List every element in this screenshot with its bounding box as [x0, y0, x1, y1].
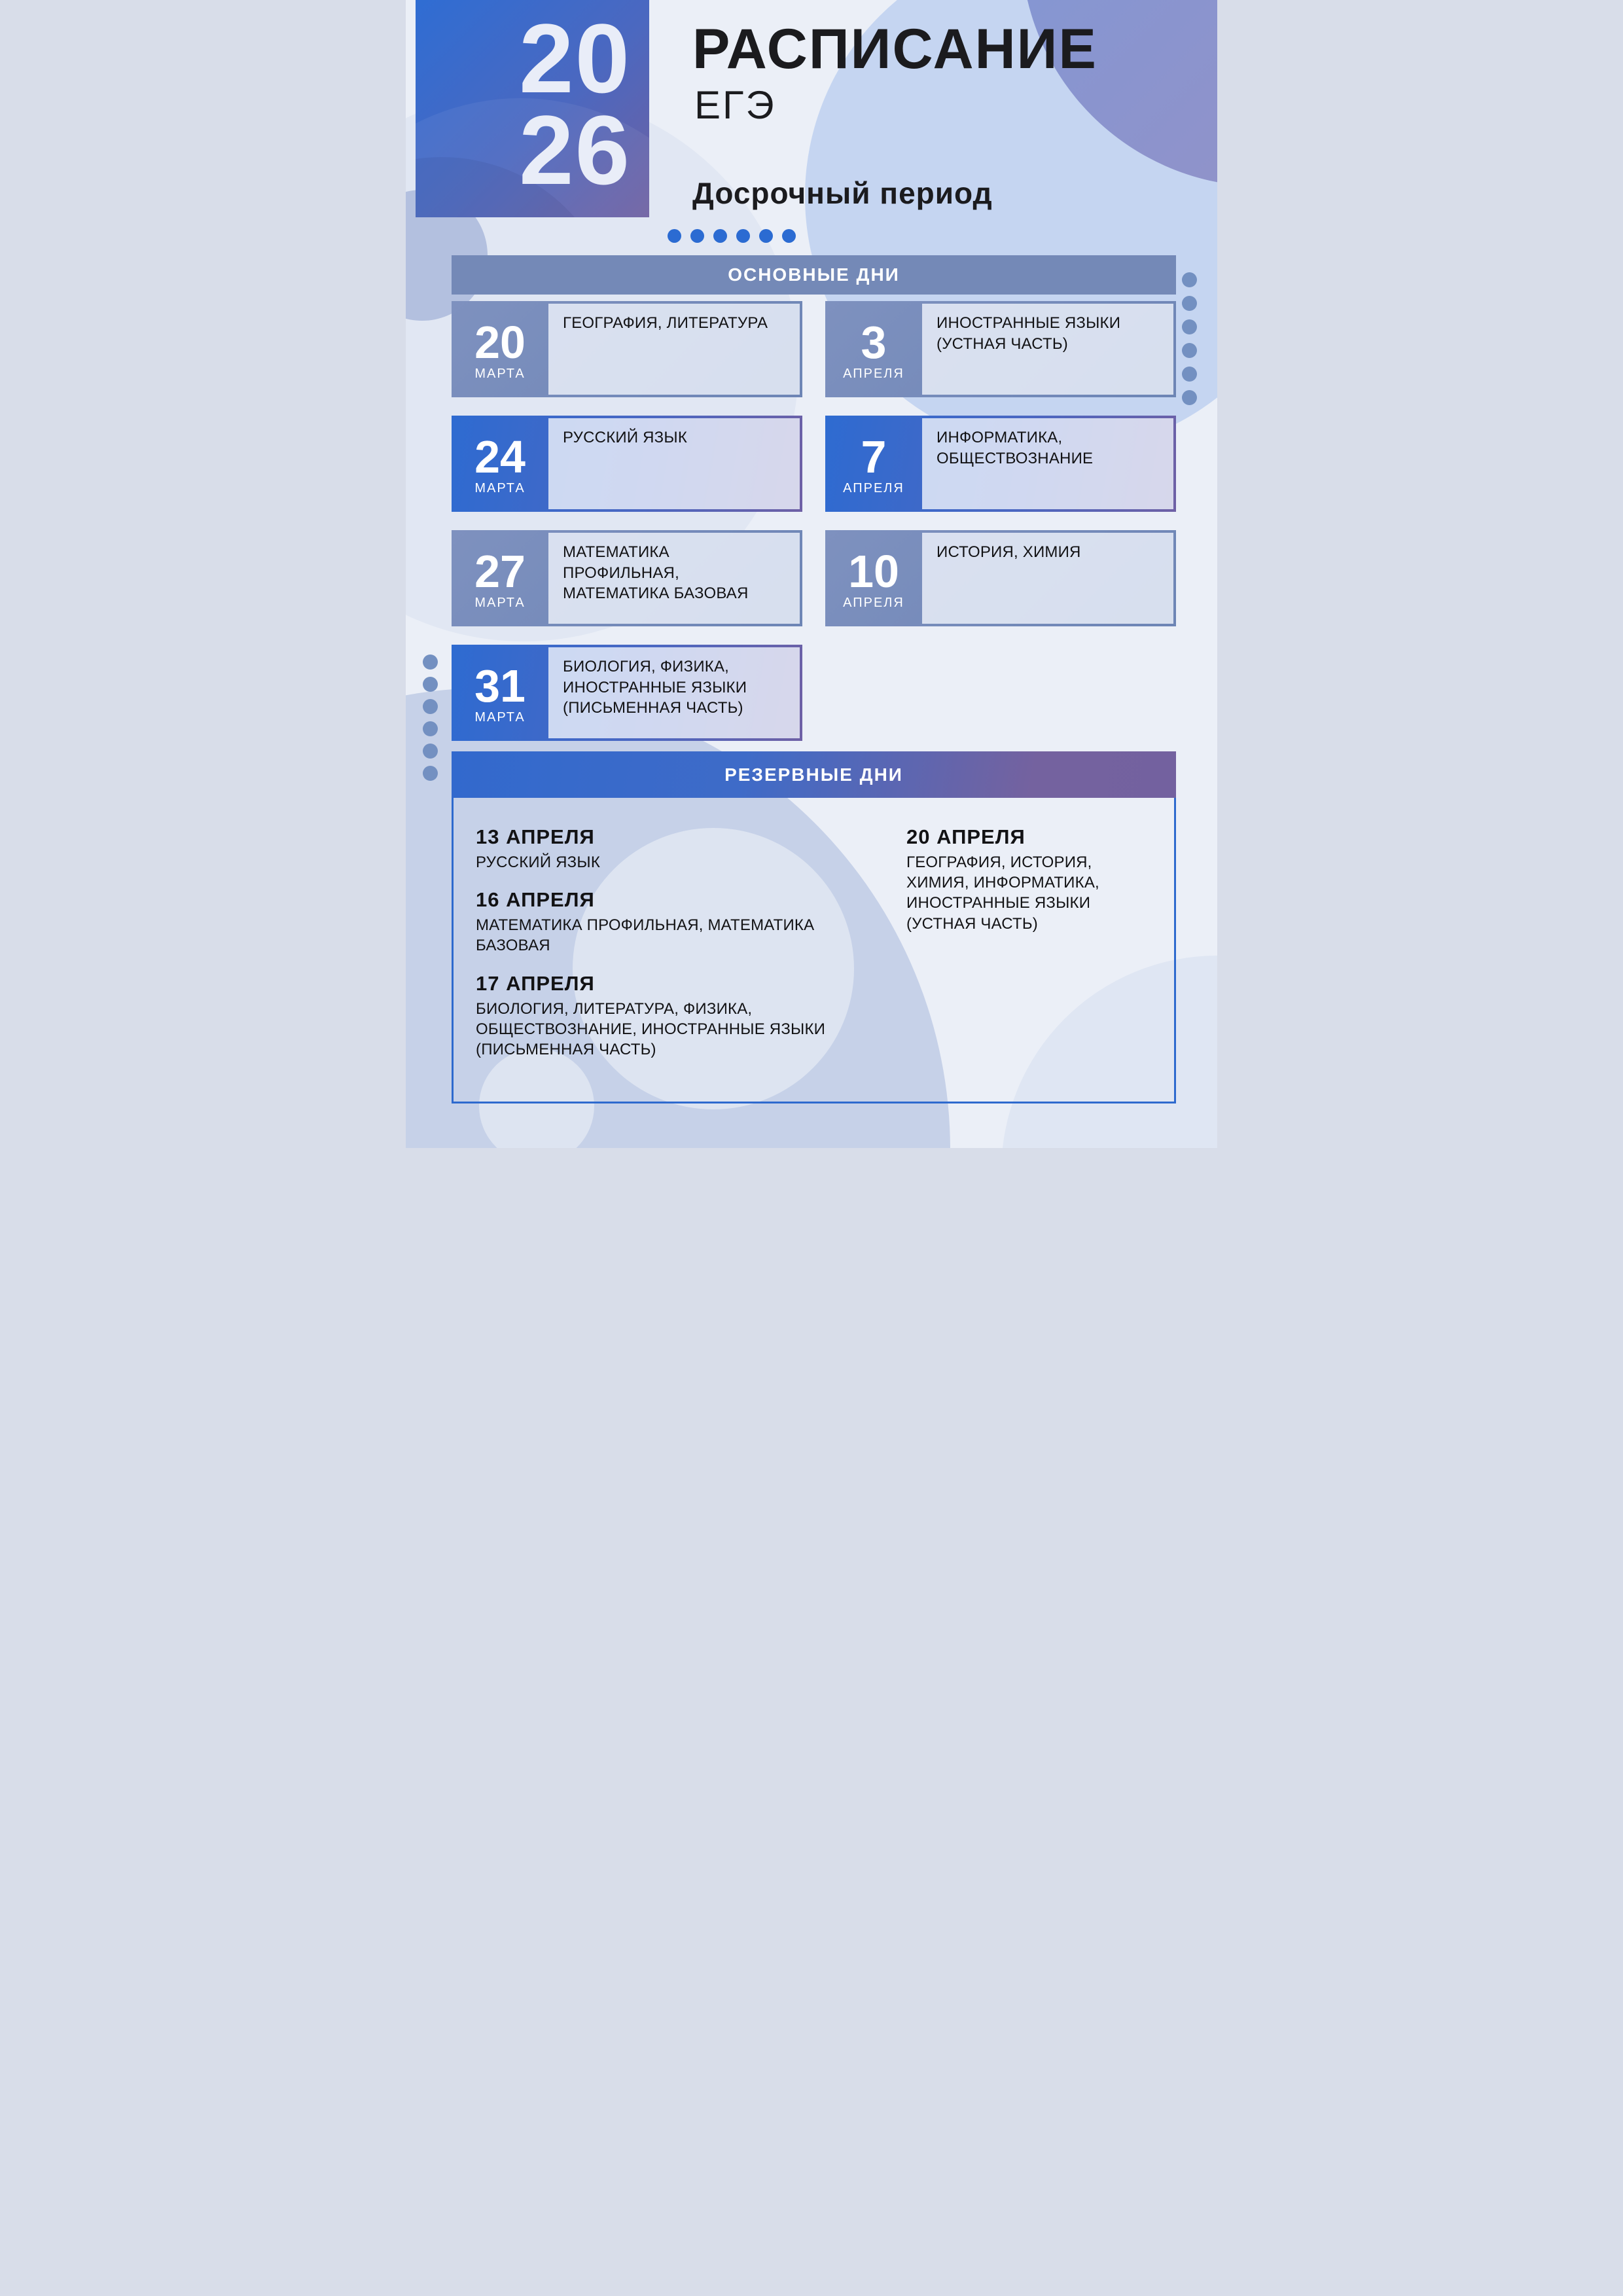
month-label: МАРТА: [474, 596, 526, 610]
reserve-entry: [476, 972, 842, 1060]
dot: [423, 655, 438, 670]
date-badge: [825, 301, 922, 397]
title-dots-row: [668, 229, 796, 243]
exam-card: [825, 416, 1176, 512]
reserve-days-panel: [452, 798, 1176, 1103]
reserve-days-section: [452, 751, 1176, 1103]
dot: [423, 766, 438, 781]
exam-card: [825, 530, 1176, 626]
dot: [713, 229, 727, 243]
day-number: 24: [474, 431, 526, 482]
page-title: РАСПИСАНИЕ: [692, 18, 1097, 81]
month-label: АПРЕЛЯ: [843, 596, 904, 610]
subjects-text: ИНФОРМАТИКА, ОБЩЕСТВОЗНАНИЕ: [922, 418, 1173, 509]
reserve-subjects: ГЕОГРАФИЯ, ИСТОРИЯ, ХИМИЯ, ИНФОРМАТИКА, ИНОСТРАННЫЕ ЯЗЫКИ (УСТНАЯ ЧАСТЬ): [906, 853, 1099, 933]
date-badge: [452, 301, 548, 397]
date-badge: [825, 530, 922, 626]
reserve-days-section-title: РЕЗЕРВНЫЕ ДНИ: [452, 751, 1176, 798]
day-number: 31: [474, 660, 526, 711]
dot: [1182, 367, 1197, 382]
day-number: 27: [474, 546, 526, 597]
day-number: 7: [861, 431, 887, 482]
dot: [782, 229, 796, 243]
month-label: АПРЕЛЯ: [843, 481, 904, 495]
subjects-text: ИСТОРИЯ, ХИМИЯ: [922, 533, 1173, 624]
month-label: МАРТА: [474, 710, 526, 725]
year-text: [416, 0, 649, 205]
exam-card: [452, 645, 802, 741]
reserve-subjects: РУССКИЙ ЯЗЫК: [476, 853, 600, 871]
year-badge: [416, 0, 649, 217]
subjects-text: ИНОСТРАННЫЕ ЯЗЫКИ (УСТНАЯ ЧАСТЬ): [922, 304, 1173, 395]
dot: [423, 699, 438, 714]
dot: [1182, 319, 1197, 334]
month-label: АПРЕЛЯ: [843, 367, 904, 381]
reserve-entry: [476, 888, 842, 956]
day-number: 20: [474, 317, 526, 368]
main-days-section-title: ОСНОВНЫЕ ДНИ: [452, 255, 1176, 295]
exam-card: [452, 530, 802, 626]
date-badge: [452, 530, 548, 626]
page-subtitle: ЕГЭ: [694, 83, 776, 127]
month-label: МАРТА: [474, 367, 526, 381]
exam-card: [452, 301, 802, 397]
subjects-text: БИОЛОГИЯ, ФИЗИКА, ИНОСТРАННЫЕ ЯЗЫКИ (ПИСЬМЕННАЯ ЧАСТЬ): [548, 647, 800, 738]
year-line2: 26: [519, 94, 631, 205]
dot: [1182, 343, 1197, 358]
dot: [759, 229, 773, 243]
exam-card: [452, 416, 802, 512]
day-number: 10: [848, 546, 899, 597]
subjects-text: РУССКИЙ ЯЗЫК: [548, 418, 800, 509]
reserve-subjects: БИОЛОГИЯ, ЛИТЕРАТУРА, ФИЗИКА, ОБЩЕСТВОЗНАНИЕ, ИНОСТРАННЫЕ ЯЗЫКИ (ПИСЬМЕННАЯ ЧАСТЬ): [476, 999, 826, 1058]
reserve-entry: [906, 825, 1149, 934]
date-badge: [452, 645, 548, 741]
period-label: Досрочный период: [692, 176, 993, 210]
dot: [1182, 296, 1197, 311]
subjects-text: МАТЕМАТИКА ПРОФИЛЬНАЯ, МАТЕМАТИКА БАЗОВАЯ: [548, 533, 800, 624]
reserve-column-left: [476, 825, 842, 1075]
dot: [423, 721, 438, 736]
reserve-date: 16 АПРЕЛЯ: [476, 888, 595, 912]
day-number: 3: [861, 317, 887, 368]
reserve-date: 13 АПРЕЛЯ: [476, 825, 595, 848]
reserve-date: 20 АПРЕЛЯ: [906, 825, 1026, 848]
poster-page: [406, 0, 1217, 1148]
reserve-column-right: [906, 825, 1149, 950]
dot: [1182, 272, 1197, 287]
subjects-text: ГЕОГРАФИЯ, ЛИТЕРАТУРА: [548, 304, 800, 395]
reserve-entry: [476, 825, 842, 872]
exam-card: [825, 301, 1176, 397]
date-badge: [452, 416, 548, 512]
date-badge: [825, 416, 922, 512]
left-dots-column: [423, 655, 438, 781]
right-dots-column: [1182, 272, 1197, 405]
reserve-date: 17 АПРЕЛЯ: [476, 971, 595, 995]
dot: [736, 229, 750, 243]
dot: [690, 229, 704, 243]
year-line1: 20: [519, 3, 631, 113]
dot: [423, 744, 438, 759]
dot: [423, 677, 438, 692]
reserve-subjects: МАТЕМАТИКА ПРОФИЛЬНАЯ, МАТЕМАТИКА БАЗОВАЯ: [476, 916, 815, 955]
dot: [1182, 390, 1197, 405]
dot: [668, 229, 681, 243]
main-days-grid: [452, 301, 1176, 741]
month-label: МАРТА: [474, 481, 526, 495]
